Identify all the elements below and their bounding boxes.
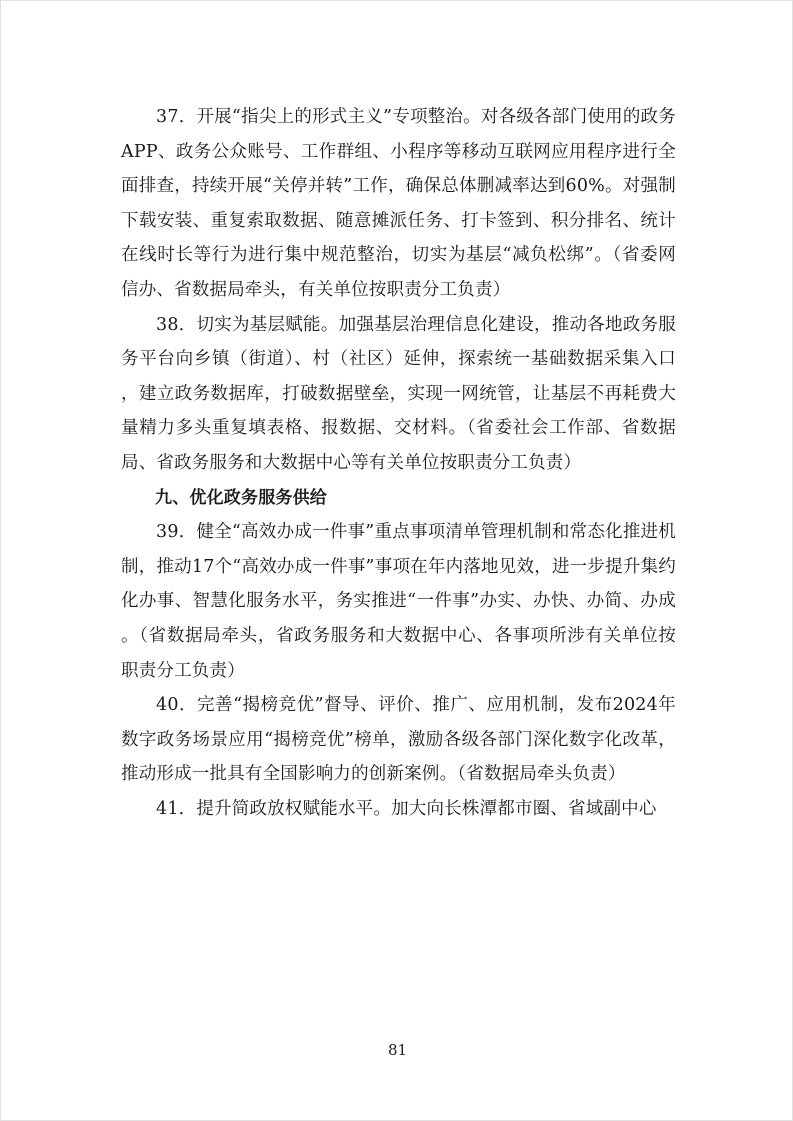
paragraph-40: 40．完善“揭榜竞优”督导、评价、推广、应用机制，发布2024年数字政务场景应用“揭榜竞优”榜单，激励各级各部门深化数字化改革，推动形成一批具有全国影响力的创新案例。（省数据局牵头负责） [121,695,676,785]
section-heading: 九、优化政务服务供给 [155,487,327,508]
paragraph-37: 37．开展“指尖上的形式主义”专项整治。对各级各部门使用的政务APP、政务公众账号、工作群组、小程序等移动互联网应用程序进行全面排查，持续开展“关停并转”工作，确保总体删减率达到60%。对强制下载安装、重复索取数据、随意摊派任务、打卡签到、积分排名、统计在线时长等行为进行集中规范整治，切实为基层“减负松绑”。（省委网信办、省数据局牵头，有关单位按职责分工负责） [121,107,676,300]
paragraph-38: 38．切实为基层赋能。加强基层治理信息化建设，推动各地政务服务平台向乡镇（街道）、村（社区）延伸，探索统一基础数据采集入口，建立政务数据库，打破数据壁垒，实现一网统管，让基层不再耗费大量精力多头重复填表格、报数据、交材料。（省委社会工作部、省数据局、省政务服务和大数据中心等有关单位按职责分工负责） [121,314,676,473]
paragraph-41: 41．提升简政放权赋能水平。加大向长株潭都市圈、省域副中心 [156,798,657,819]
page-number: 81 [387,1041,408,1059]
document-body [121,100,676,826]
paragraph-39: 39．健全“高效办成一件事”重点事项清单管理机制和常态化推进机制，推动17个“高效办成一件事”事项在年内落地见效，进一步提升集约化办事、智慧化服务水平，务实推进“一件事”办实、办快、办简、办成。（省数据局牵头，省政务服务和大数据中心、各事项所涉有关单位按职责分工负责） [121,522,676,681]
